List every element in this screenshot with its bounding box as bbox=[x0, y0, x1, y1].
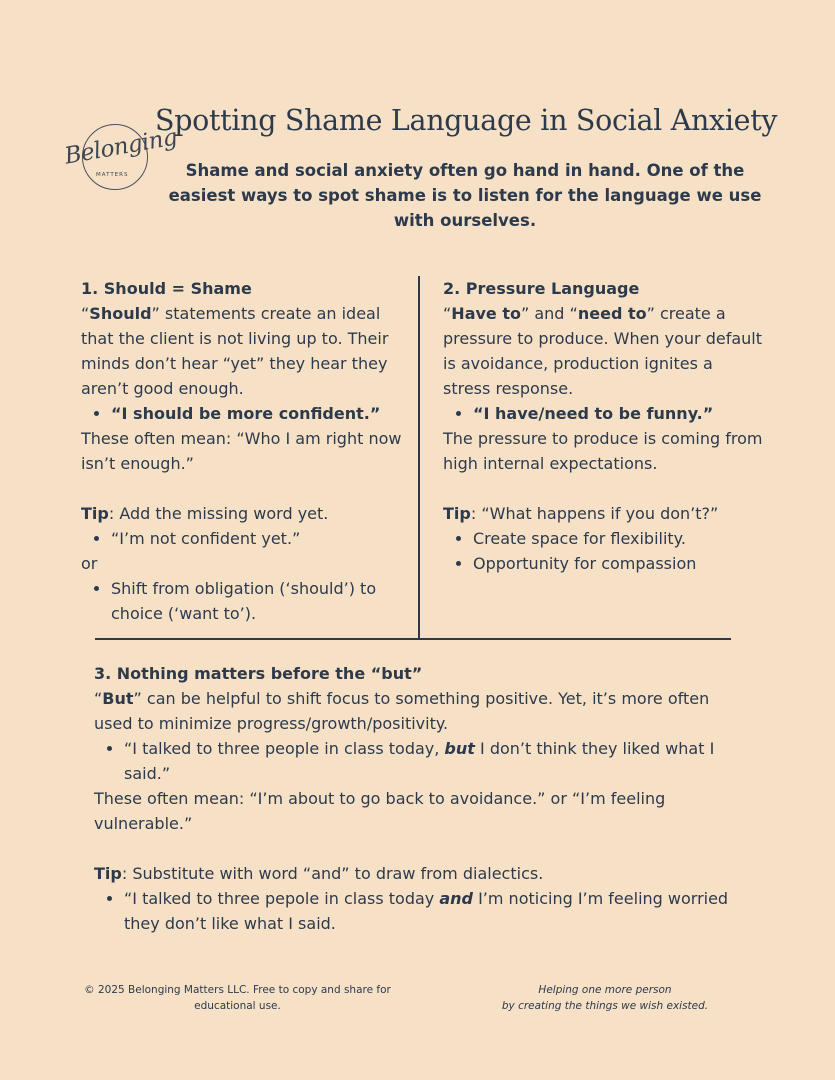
tip-line: Tip: Add the missing word yet. bbox=[81, 504, 329, 523]
bold-keyword: But bbox=[102, 689, 134, 708]
footer-copyright: © 2025 Belonging Matters LLC. Free to copy and share for educational use. bbox=[84, 984, 391, 1012]
emphasis-word: and bbox=[439, 889, 473, 908]
footer-tagline-line1: Helping one more person bbox=[538, 984, 672, 996]
section-heading: 2. Pressure Language bbox=[443, 279, 640, 298]
or-text: or bbox=[81, 554, 98, 573]
page-title: Spotting Shame Language in Social Anxiety bbox=[155, 104, 778, 137]
tip-label: Tip bbox=[81, 504, 109, 523]
emphasis-word: but bbox=[444, 739, 475, 758]
section-intro: “Should” statements create an ideal that the client is not living up to. Their minds don’t hear “yet” they hear they aren’t good enough. bbox=[81, 304, 389, 398]
example-list bbox=[443, 401, 763, 426]
section-meaning: These often mean: “Who I am right now isn’t enough.” bbox=[81, 429, 402, 473]
section-intro: “But” can be helpful to shift focus to something positive. Yet, it’s more often used to minimize progress/growth/positivity. bbox=[94, 689, 710, 733]
example-list bbox=[81, 401, 411, 426]
tip-bullet: • Shift from obligation (‘should’) to choice (‘want to’). bbox=[111, 576, 411, 626]
section-nothing-before-but bbox=[94, 661, 744, 936]
tip-list bbox=[81, 576, 411, 626]
bold-keyword: Should bbox=[89, 304, 152, 323]
tip-bullet: • Opportunity for compassion bbox=[473, 551, 763, 576]
example-quote: • “I have/need to be funny.” bbox=[473, 401, 763, 426]
section-heading: 3. Nothing matters before the “but” bbox=[94, 664, 423, 683]
logo-script: Belonging bbox=[62, 124, 180, 170]
page-subtitle: Shame and social anxiety often go hand in hand. One of the easiest ways to spot shame is to listen for the language we use with ourselves. bbox=[168, 161, 762, 230]
section-meaning: These often mean: “I’m about to go back to avoidance.” or “I’m feeling vulnerable.” bbox=[94, 789, 666, 833]
section-should-shame bbox=[81, 276, 411, 626]
bold-keyword: need to bbox=[577, 304, 647, 323]
tip-bullet: • “I’m not confident yet.” bbox=[111, 526, 411, 551]
tip-label: Tip bbox=[94, 864, 122, 883]
section-heading: 1. Should = Shame bbox=[81, 279, 252, 298]
example-quote: • “I talked to three people in class today, but I don’t think they liked what I said.” bbox=[124, 736, 744, 786]
tip-line: Tip: Substitute with word “and” to draw from dialectics. bbox=[94, 864, 544, 883]
tip-bullet: • “I talked to three pepole in class today and I’m noticing I’m feeling worried they don’t like what I said. bbox=[124, 886, 744, 936]
tip-line: Tip: “What happens if you don’t?” bbox=[443, 504, 719, 523]
tip-list bbox=[81, 526, 411, 551]
column-divider bbox=[418, 276, 420, 639]
example-quote: • “I should be more confident.” bbox=[111, 401, 411, 426]
tip-list bbox=[94, 886, 744, 936]
bold-keyword: Have to bbox=[451, 304, 521, 323]
tip-list bbox=[443, 526, 763, 576]
section-pressure-language bbox=[443, 276, 763, 576]
section-intro: “Have to” and “need to” create a pressure to produce. When your default is avoidance, production ignites a stress response. bbox=[443, 304, 763, 398]
section-divider bbox=[95, 638, 731, 640]
section-meaning: The pressure to produce is coming from high internal expectations. bbox=[443, 429, 763, 473]
tip-bullet: • Create space for flexibility. bbox=[473, 526, 763, 551]
footer-tagline-line2: by creating the things we wish existed. bbox=[501, 1000, 709, 1012]
example-list bbox=[94, 736, 744, 786]
logo-small-text: MATTERS bbox=[96, 172, 129, 178]
logo bbox=[62, 124, 180, 190]
tip-label: Tip bbox=[443, 504, 471, 523]
footer-tagline bbox=[470, 982, 740, 1014]
